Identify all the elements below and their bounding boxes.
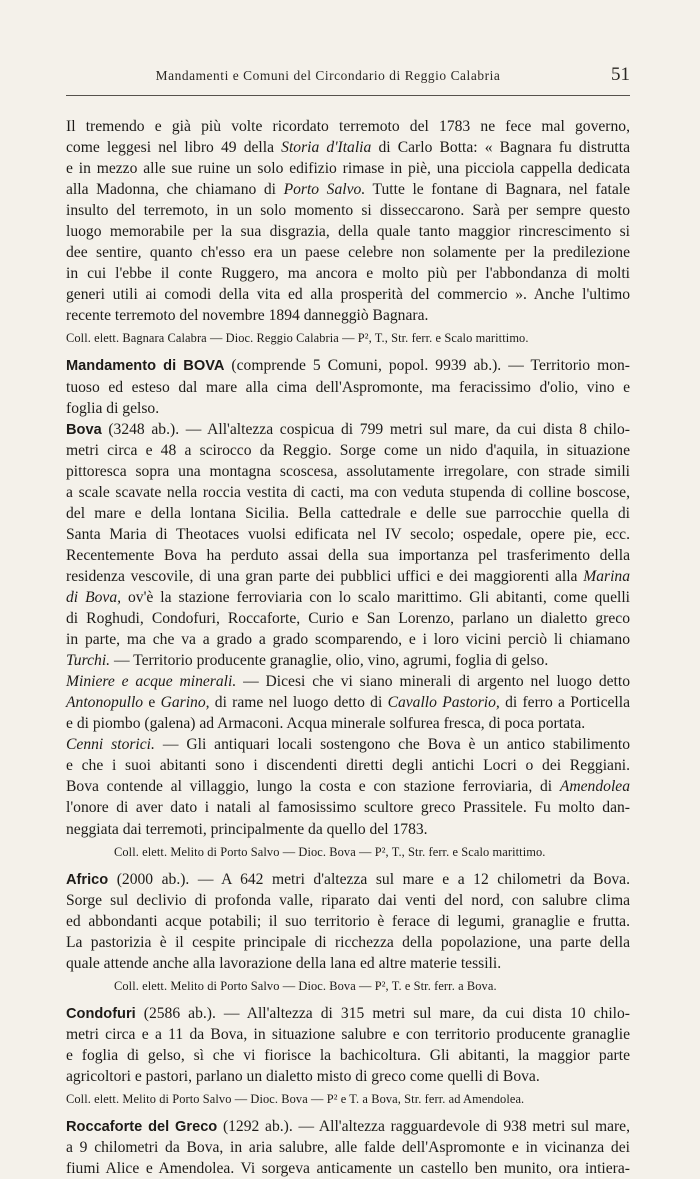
text-line: agricoltori e pastori, parlano un dialetto misto di greco come quelli di Bova.	[66, 1067, 540, 1085]
text-line: metri circa e a 11 da Bova, in situazione salubre e con territorio producente granaglie	[66, 1025, 630, 1043]
text-line: generi utili ai comodi della vita ed alla prosperità del commercio ». Anche l'ultimo	[66, 286, 630, 304]
section-heading: Mandamento di BOVA	[66, 358, 225, 375]
header-rule	[66, 95, 630, 96]
text-line: Recentemente Bova ha perduto assai della sua importanza pel trasferimento della	[66, 546, 630, 564]
text-line: foglia di gelso.	[66, 399, 160, 417]
text-line: di Roghudi, Condofuri, Roccaforte, Curio e San Lorenzo, parlano un dialetto greco	[66, 610, 630, 628]
text-line: Santa Maria di Theotaces vuolsi edificata nel IV secolo; ospedale, opere pie, ecc.	[66, 525, 630, 543]
page-number: 51	[611, 64, 630, 85]
text-line: Turchi. — Territorio producente granaglie, olio, vino, agrumi, foglia di gelso.	[66, 652, 549, 670]
text-line: del mare e della lontana Sicilia. Bella cattedrale e delle sue parrocchie quella di	[66, 504, 630, 522]
text-line: Antonopullo e Garino, di rame nel luogo detto di Cavallo Pastorio, di ferro a Porticella	[66, 694, 630, 712]
text-line: metri circa e 48 a scirocco da Reggio. Sorge come un nido d'aquila, in situazione	[66, 441, 630, 459]
text-line: Mandamento di BOVA (comprende 5 Comuni, popol. 9939 ab.). — Territorio mon-	[66, 357, 630, 375]
text-line: come leggesi nel libro 49 della Storia d'Italia di Carlo Botta: « Bagnara fu distrutta	[66, 139, 630, 157]
paragraph-africo	[66, 869, 630, 974]
paragraph-condofuri	[66, 1003, 630, 1087]
text-line: Condofuri (2586 ab.). — All'altezza di 315 metri sul mare, da cui dista 10 chilo-	[66, 1004, 630, 1022]
main-text	[66, 116, 630, 1179]
text-line: quale attende anche alla lavorazione della lana ed altre materie tessili.	[66, 954, 502, 972]
text-line: recente terremoto del novembre 1894 danneggiò Bagnara.	[66, 307, 429, 325]
running-title: Mandamenti e Comuni del Circondario di Reggio Calabria	[155, 68, 501, 83]
entry-heading: Condofuri	[66, 1005, 136, 1022]
text-line: e foglia di gelso, sì che vi fiorisce la bachicoltura. Gli abitanti, la maggior parte	[66, 1046, 630, 1064]
text-line: fiumi Alice e Amendolea. Vi sorgeva anticamente un castello ben munito, ora intiera-	[66, 1160, 630, 1178]
text-line: l'onore di aver dato i natali al famosissimo scultore greco Prassitele. Fu molto dan-	[66, 799, 630, 817]
text-line: Roccaforte del Greco (1292 ab.). — All'altezza ragguardevole di 938 metri sul mare,	[66, 1117, 631, 1135]
page-header	[66, 64, 630, 86]
paragraph-mandamento-bova	[66, 355, 630, 418]
text-line: Bova contende al villaggio, lungo la costa e con stazione ferroviaria, di Amendolea	[66, 778, 630, 796]
text-line: di Bova, ov'è la stazione ferroviaria con lo scalo marittimo. Gli abitanti, come quelli	[66, 588, 630, 606]
text-line: in parte, ma che va a grado a grado scomparendo, e i loro vicini perciò li chiamano	[66, 631, 630, 649]
text-line: a scale scavate nella roccia vestita di cacti, ma con veduta stupenda di colline boscose,	[66, 483, 630, 501]
text-line: in cui l'ebbe il conte Ruggero, ma ancora e molto più per l'abbondanza di molti	[66, 265, 630, 283]
text-line: alla Madonna, che chiamano di Porto Salvo. Tutte le fontane di Bagnara, nel fatale	[66, 181, 630, 199]
text-line: Sorge sul declivio di profonda valle, riparato dai venti del nord, con salubre clima	[66, 891, 630, 909]
text-line: insulto del terremoto, in un solo momento si disseccarono. Sarà per sempre questo	[66, 202, 630, 220]
text-line: e in mezzo alle sue ruine un solo edifizio rimase in piè, una picciola cappella dedicata	[66, 160, 630, 178]
text-line: Il tremendo e già più volte ricordato terremoto del 1783 ne fece mal governo,	[66, 118, 630, 135]
text-line: a 9 chilometri da Bova, in aria salubre, alle falde dell'Aspromonte e in vicinanza dei	[66, 1139, 630, 1157]
text-line: residenza vescovile, di una gran parte dei pubblici uffici e dei maggiorenti alla Marina	[66, 567, 630, 585]
text-line: Bova (3248 ab.). — All'altezza cospicua di 799 metri sul mare, da cui dista 8 chilo-	[66, 420, 630, 438]
text-line: tuoso ed esteso dal mare alla cima dell'Aspromonte, ma feracissimo d'olio, vino e	[66, 378, 630, 396]
text-line: ed abbondanti acque potabili; il suo territorio è ferace di legumi, granaglie e frutta.	[66, 912, 630, 930]
electoral-note-bagnara: Coll. elett. Bagnara Calabra — Dioc. Reggio Calabria — P², T., Str. ferr. e Scalo marittimo.	[66, 331, 529, 346]
entry-heading: Africo	[66, 871, 109, 888]
text-line: e di piombo (galena) ad Armaconi. Acqua minerale solfurea fresca, di poca portata.	[66, 715, 586, 733]
text-line: pittoresca sopra una montagna scoscesa, assolutamente irregolare, con strade simili	[66, 462, 630, 480]
entry-heading: Roccaforte del Greco	[66, 1118, 218, 1135]
text-line: La pastorizia è il cespite principale di ricchezza della popolazione, una parte della	[66, 933, 630, 951]
text-line: dee sentire, quanto ch'esso era un paese celebre non solamente per la predilezione	[66, 244, 630, 262]
electoral-note-condofuri: Coll. elett. Melito di Porto Salvo — Dioc. Bova — P² e T. a Bova, Str. ferr. ad Amendolea.	[66, 1091, 525, 1106]
entry-heading: Bova	[66, 421, 102, 438]
text-line: neggiata dai terremoti, principalmente da quello del 1783.	[66, 820, 428, 838]
text-line: e che i suoi abitanti sono i discendenti diretti degli antichi Locri o dei Reggiani.	[66, 757, 630, 775]
paragraph-bagnara	[66, 116, 630, 326]
paragraph-bova	[66, 419, 630, 840]
electoral-note-africo: Coll. elett. Melito di Porto Salvo — Dioc. Bova — P², T. e Str. ferr. a Bova.	[114, 978, 497, 993]
text-line: Miniere e acque minerali. — Dicesi che vi siano minerali di argento nel luogo detto	[66, 673, 630, 691]
text-line: luogo memorabile per la sua disgrazia, della quale tanto maggior rincrescimento si	[66, 223, 630, 241]
electoral-note-bova: Coll. elett. Melito di Porto Salvo — Dioc. Bova — P², T., Str. ferr. e Scalo marittimo.	[114, 844, 546, 859]
text-line: Cenni storici. — Gli antiquari locali sostengono che Bova è un antico stabilimento	[66, 736, 630, 754]
text-line: Africo (2000 ab.). — A 642 metri d'altezza sul mare e a 12 chilometri da Bova.	[66, 870, 630, 888]
paragraph-roccaforte	[66, 1116, 630, 1179]
